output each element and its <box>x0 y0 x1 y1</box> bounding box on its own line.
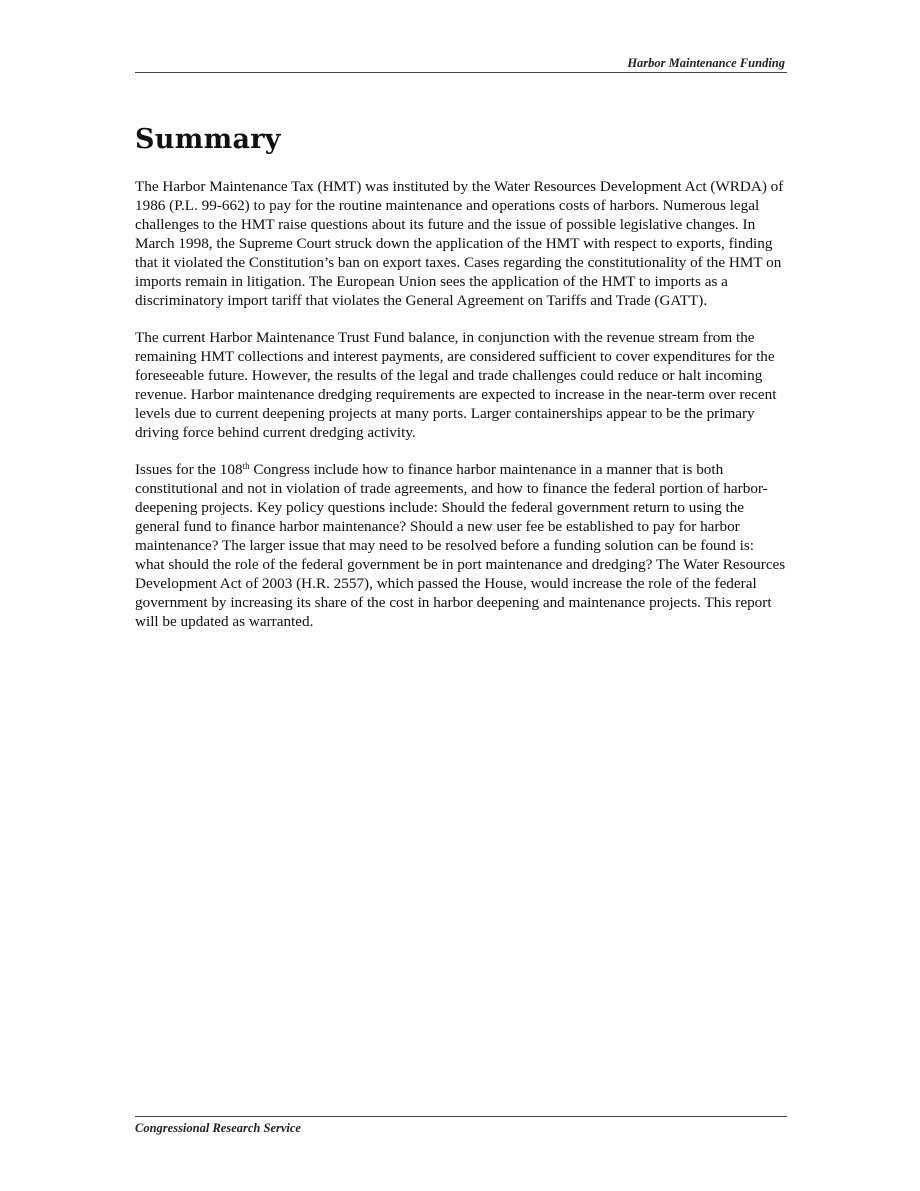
header-divider <box>135 72 787 73</box>
summary-paragraph-1: The Harbor Maintenance Tax (HMT) was instituted by the Water Resources Development Act (WRDA) of 1986 (P.L. 99-662) to pay for the routine maintenance and operations costs of harbors. Numerous legal challenges to the HMT raise questions about its future and the issue of possible legislative changes. In March 1998, the Supreme Court struck down the application of the HMT with respect to exports, finding that it violated the Constitution’s ban on export taxes. Cases regarding the constitutionality of the HMT on imports remain in litigation. The European Union sees the application of the HMT to imports as a discriminatory import tariff that violates the General Agreement on Tariffs and Trade (GATT). <box>135 178 784 309</box>
footer-publisher: Congressional Research Service <box>135 1121 301 1135</box>
summary-paragraph-3 <box>135 460 787 631</box>
summary-paragraph-2: The current Harbor Maintenance Trust Fund balance, in conjunction with the revenue stream from the remaining HMT collections and interest payments, are considered sufficient to cover expenditures for the foreseeable future. However, the results of the legal and trade challenges could reduce or halt incoming revenue. Harbor maintenance dredging requirements are expected to increase in the near-term over recent levels due to current deepening projects at many ports. Larger containerships appear to be the primary driving force behind current dredging activity. <box>135 329 777 441</box>
ordinal-superscript: th <box>242 461 250 471</box>
page-title: Summary <box>135 124 281 155</box>
paragraph-3-rest: Congress include how to finance harbor maintenance in a manner that is both constitutional and not in violation of trade agreements, and how to finance the federal portion of harbor-deepening projects. Key policy questions include: Should the federal government return to using the general fund to finance harbor maintenance? Should a new user fee be established to pay for harbor maintenance? The larger issue that may need to be resolved before a funding solution can be found is: what should the role of the federal government be in port maintenance and dredging? The Water Resources Development Act of 2003 (H.R. 2557), which passed the House, would increase the role of the federal government by increasing its share of the cost in harbor deepening and maintenance projects. This report will be updated as warranted. <box>135 461 786 630</box>
running-header-title: Harbor Maintenance Funding <box>627 56 785 70</box>
footer-divider <box>135 1116 787 1117</box>
paragraph-3-prefix: Issues for the 108 <box>135 461 243 478</box>
summary-body <box>135 177 787 649</box>
